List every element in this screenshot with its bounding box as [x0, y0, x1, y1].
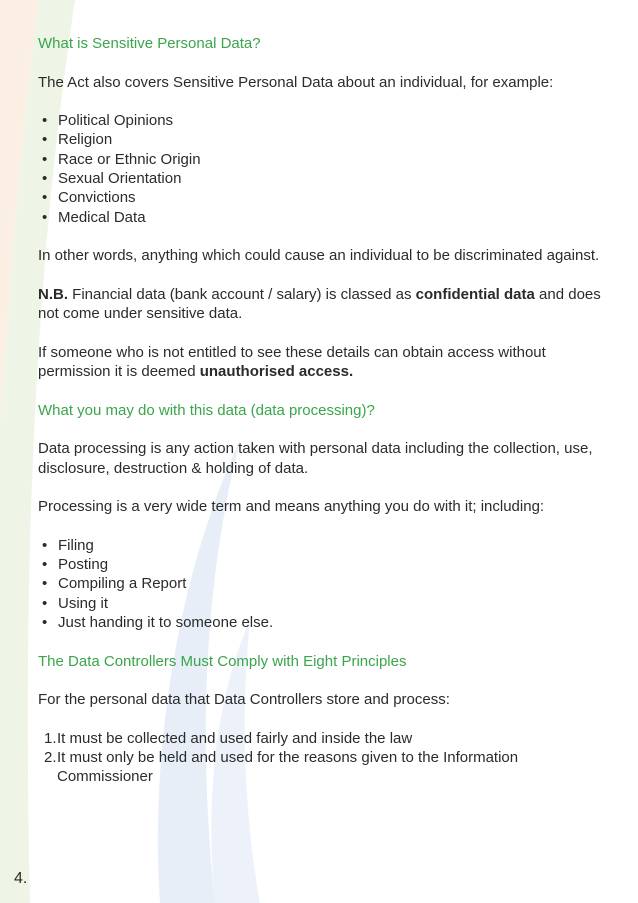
list-item: • Compiling a Report [42, 574, 603, 593]
document-page [38, 34, 603, 787]
paragraph-other-words: In other words, anything which could cause an individual to be discriminated against. [38, 247, 600, 265]
list-item-text: It must be collected and used fairly and inside the law [57, 729, 413, 747]
list-item-text: It must only be held and used for the reasons given to the Information Commissioner [57, 748, 519, 786]
paragraph-nb [38, 285, 603, 324]
list-number: 1. [44, 729, 57, 747]
list-item [44, 729, 603, 748]
principles-list [38, 729, 603, 787]
list-item: • Using it [42, 594, 603, 613]
nb-text-after: and does not come under sensitive data. [38, 285, 601, 323]
sensitive-data-list [38, 111, 603, 227]
unauthorised-access-term: unauthorised access. [199, 363, 354, 381]
list-item: • Convictions [42, 188, 603, 207]
confidential-data-term: confidential data [415, 285, 535, 303]
paragraph-processing-intro: Processing is a very wide term and means anything you do with it; including: [38, 498, 545, 516]
list-item: • Race or Ethnic Origin [42, 150, 603, 169]
page-number: 4. [14, 870, 28, 887]
heading-sensitive-data: What is Sensitive Personal Data? [38, 35, 261, 52]
access-text: If someone who is not entitled to see these details can obtain access without permission it is deemed [38, 343, 546, 381]
nb-label: N.B. [38, 285, 68, 303]
paragraph-principles-intro: For the personal data that Data Controllers store and process: [38, 691, 450, 709]
paragraph-unauthorised-access [38, 343, 603, 382]
paragraph-sensitive-intro: The Act also covers Sensitive Personal Data about an individual, for example: [38, 73, 554, 91]
processing-list [38, 536, 603, 632]
list-number: 2. [44, 748, 57, 766]
list-item: • Religion [42, 130, 603, 149]
heading-data-processing: What you may do with this data (data processing)? [38, 401, 375, 419]
paragraph-processing-definition: Data processing is any action taken with personal data including the collection, use, disclosure, destruction & holding of data. [38, 440, 593, 477]
list-item: • Filing [42, 536, 603, 555]
nb-text-before: Financial data (bank account / salary) is classed as [68, 285, 416, 303]
list-item: • Medical Data [42, 208, 603, 227]
list-item: • Political Opinions [42, 111, 603, 130]
list-item [44, 748, 603, 787]
heading-eight-principles: The Data Controllers Must Comply with Eight Principles [38, 652, 407, 670]
list-item: • Sexual Orientation [42, 169, 603, 188]
list-item: • Just handing it to someone else. [42, 613, 603, 632]
list-item: • Posting [42, 555, 603, 574]
